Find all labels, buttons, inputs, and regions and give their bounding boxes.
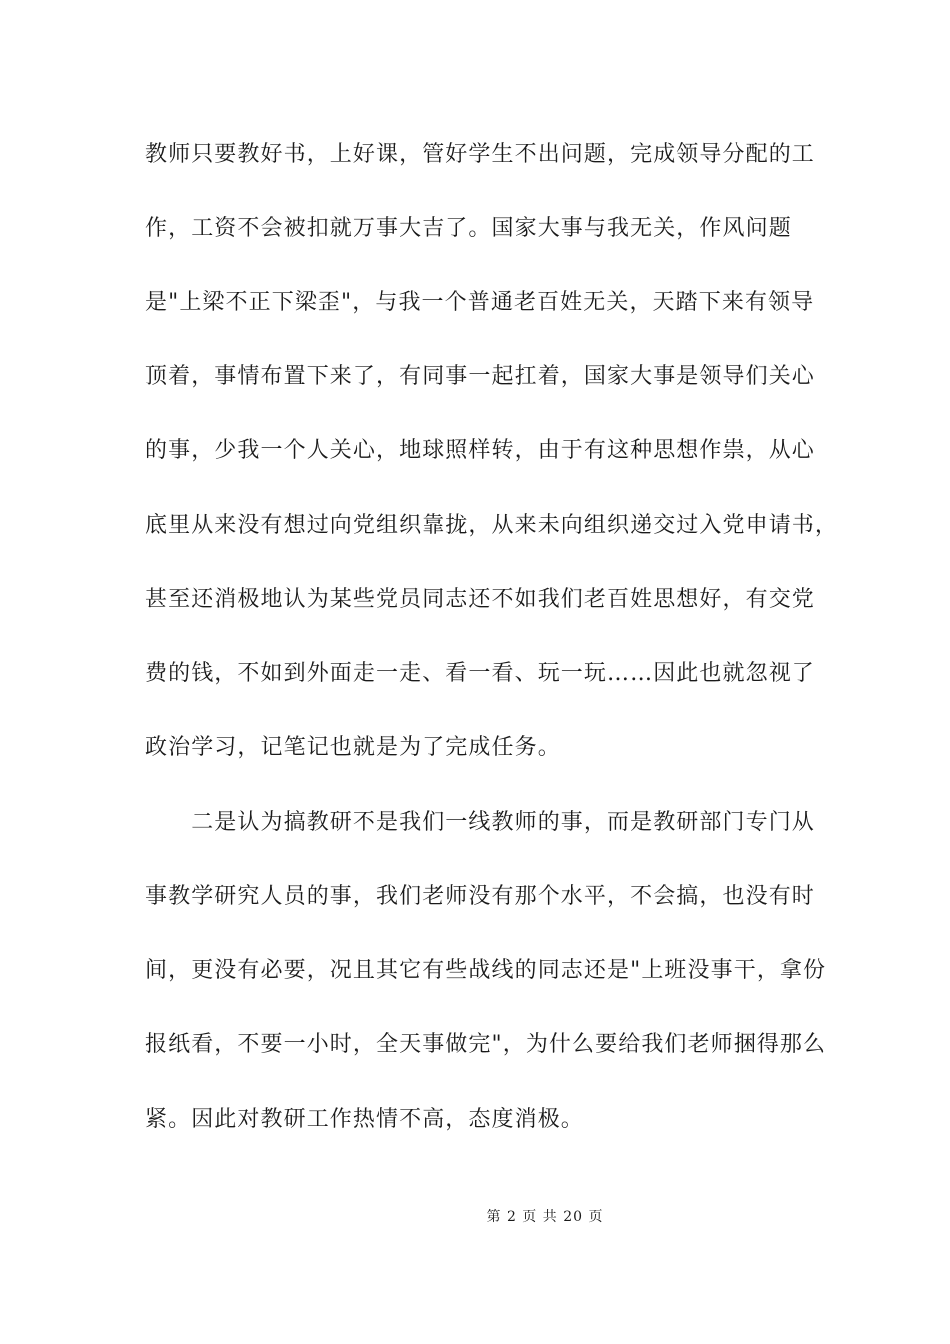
body-text-line: 费的钱，不如到外面走一走、看一看、玩一玩……因此也就忽视了 (145, 661, 815, 686)
body-text-line: 甚至还消极地认为某些党员同志还不如我们老百姓思想好，有交党 (145, 587, 815, 612)
body-text-line: 政治学习，记笔记也就是为了完成任务。 (145, 735, 561, 760)
body-text-line: 紧。因此对教研工作热情不高，态度消极。 (145, 1107, 584, 1132)
body-text-line: 顶着，事情布置下来了，有同事一起扛着，国家大事是领导们关心 (145, 364, 815, 389)
page-number-footer: 第 2 页 共 20 页 (486, 1209, 604, 1225)
body-text-line: 间，更没有必要，况且其它有些战线的同志还是"上班没事干，拿份 (145, 958, 827, 983)
body-text-line: 事教学研究人员的事，我们老师没有那个水平，不会搞，也没有时 (145, 884, 815, 909)
body-text-line: 作，工资不会被扣就万事大吉了。国家大事与我无关，作风问题 (145, 216, 792, 241)
body-text-line: 二是认为搞教研不是我们一线教师的事，而是教研部门专门从 (145, 810, 815, 835)
body-text-line: 底里从来没有想过向党组织靠拢，从来未向组织递交过入党申请书， (145, 513, 839, 538)
body-text-line: 的事，少我一个人关心，地球照样转，由于有这种思想作祟，从心 (145, 438, 815, 463)
body-text-line: 报纸看，不要一小时，全天事做完"，为什么要给我们老师捆得那么 (145, 1032, 827, 1057)
body-text-line: 是"上梁不正下梁歪"，与我一个普通老百姓无关，天踏下来有领导 (145, 290, 815, 315)
body-text-line: 教师只要教好书，上好课，管好学生不出问题，完成领导分配的工 (145, 142, 815, 167)
